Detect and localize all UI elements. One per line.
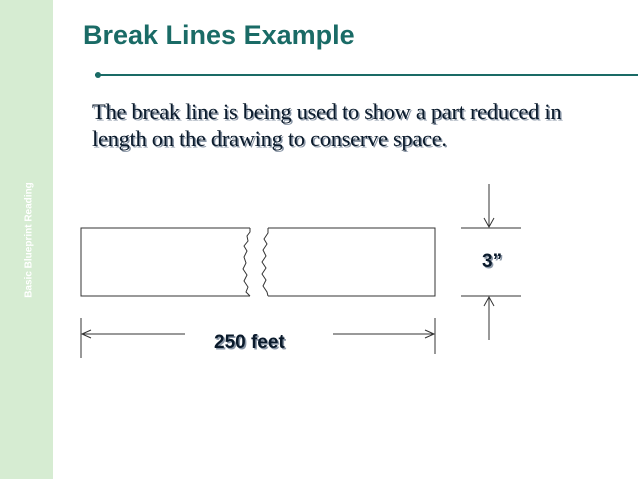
- slide-title: Break Lines Example: [83, 20, 355, 50]
- left-break-line: [243, 228, 250, 296]
- right-break-line: [262, 228, 268, 296]
- course-label: Basic Blueprint Reading: [23, 182, 35, 298]
- height-dimension-label: 3”: [482, 251, 503, 272]
- right-part-outline: [268, 228, 435, 296]
- slide-body-text: The break line is being used to show a part reduced in length on the drawing to conserve space.: [92, 99, 562, 151]
- length-dimension-label: 250 feet: [214, 332, 285, 353]
- left-part-outline: [81, 228, 250, 296]
